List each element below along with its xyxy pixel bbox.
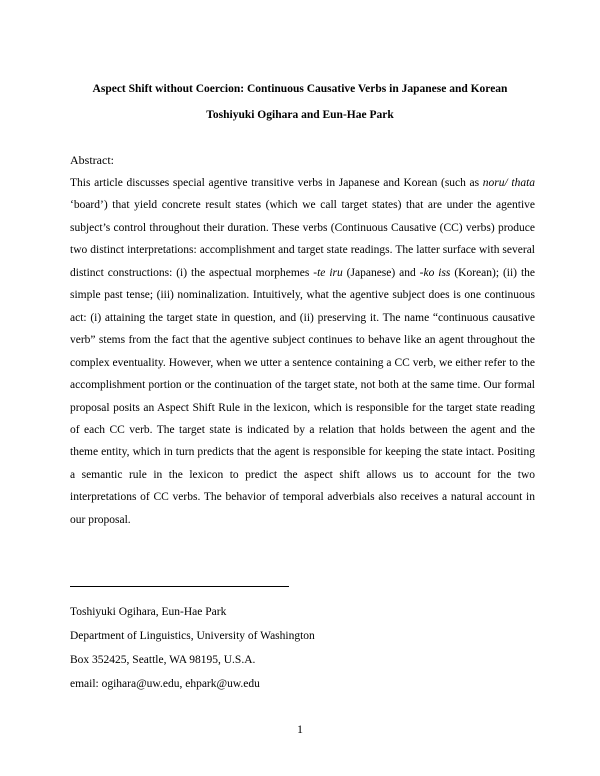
affiliation-address: Box 352425, Seattle, WA 98195, U.S.A.	[70, 654, 256, 666]
abstract-italic-1: noru/ thata	[482, 177, 536, 189]
abstract-part-3: (Japanese) and	[342, 266, 420, 279]
abstract-label: Abstract:	[70, 153, 114, 167]
abstract-part-2: ‘board’) that yield concrete result states (which we call target states) that are under the agentive subject’s control throughout their duration. These verbs (Continuous Causative (CC) verbs) produce two distinct interpretations: accomplishment and target state readings. The latter surface with several distinct constructions: (i) the aspectual morphemes	[70, 199, 535, 279]
page-number: 1	[297, 722, 303, 736]
abstract-italic-3: -ko iss	[419, 266, 451, 279]
abstract-part-4: (Korean); (ii) the simple past tense; (iii) nominalization. Intuitively, what the agentive subject does is one continuous act: (i) attaining the target state in question, and (ii) preserving it. The name “continuous causative verb” stems from the fact that the agentive subject continues to behave like an agent throughout the complex eventuality. However, when we utter a sentence containing a CC verb, we either refer to the accomplishment portion or the continuation of the target state, not both at the same time. Our formal proposal posits an Aspect Shift Rule in the lexicon, which is responsible for the target state reading of each CC verb. The target state is indicated by a relation that holds between the agent and the theme entity, which in turn predicts that the agent is responsible for keeping the state intact. Positing a semantic rule in the lexicon to predict the aspect shift allows us to account for the two interpretations of CC verbs. The behavior of temporal adverbials also receives a natural account in our proposal.	[70, 266, 535, 526]
abstract-text	[70, 172, 535, 531]
abstract-italic-2: -te iru	[313, 266, 343, 279]
affiliation-department: Department of Linguistics, University of Washington	[70, 630, 315, 642]
affiliation-email: email: ogihara@uw.edu, ehpark@uw.edu	[70, 678, 260, 690]
abstract-part-1: This article discusses special agentive transitive verbs in Japanese and Korean (such as	[70, 177, 483, 189]
footnote-divider	[70, 586, 289, 587]
affiliation-block	[70, 600, 315, 696]
paper-authors: Toshiyuki Ogihara and Eun-Hae Park	[206, 109, 394, 121]
paper-title: Aspect Shift without Coercion: Continuous Causative Verbs in Japanese and Korean	[92, 83, 508, 95]
affiliation-names: Toshiyuki Ogihara, Eun-Hae Park	[70, 606, 227, 618]
